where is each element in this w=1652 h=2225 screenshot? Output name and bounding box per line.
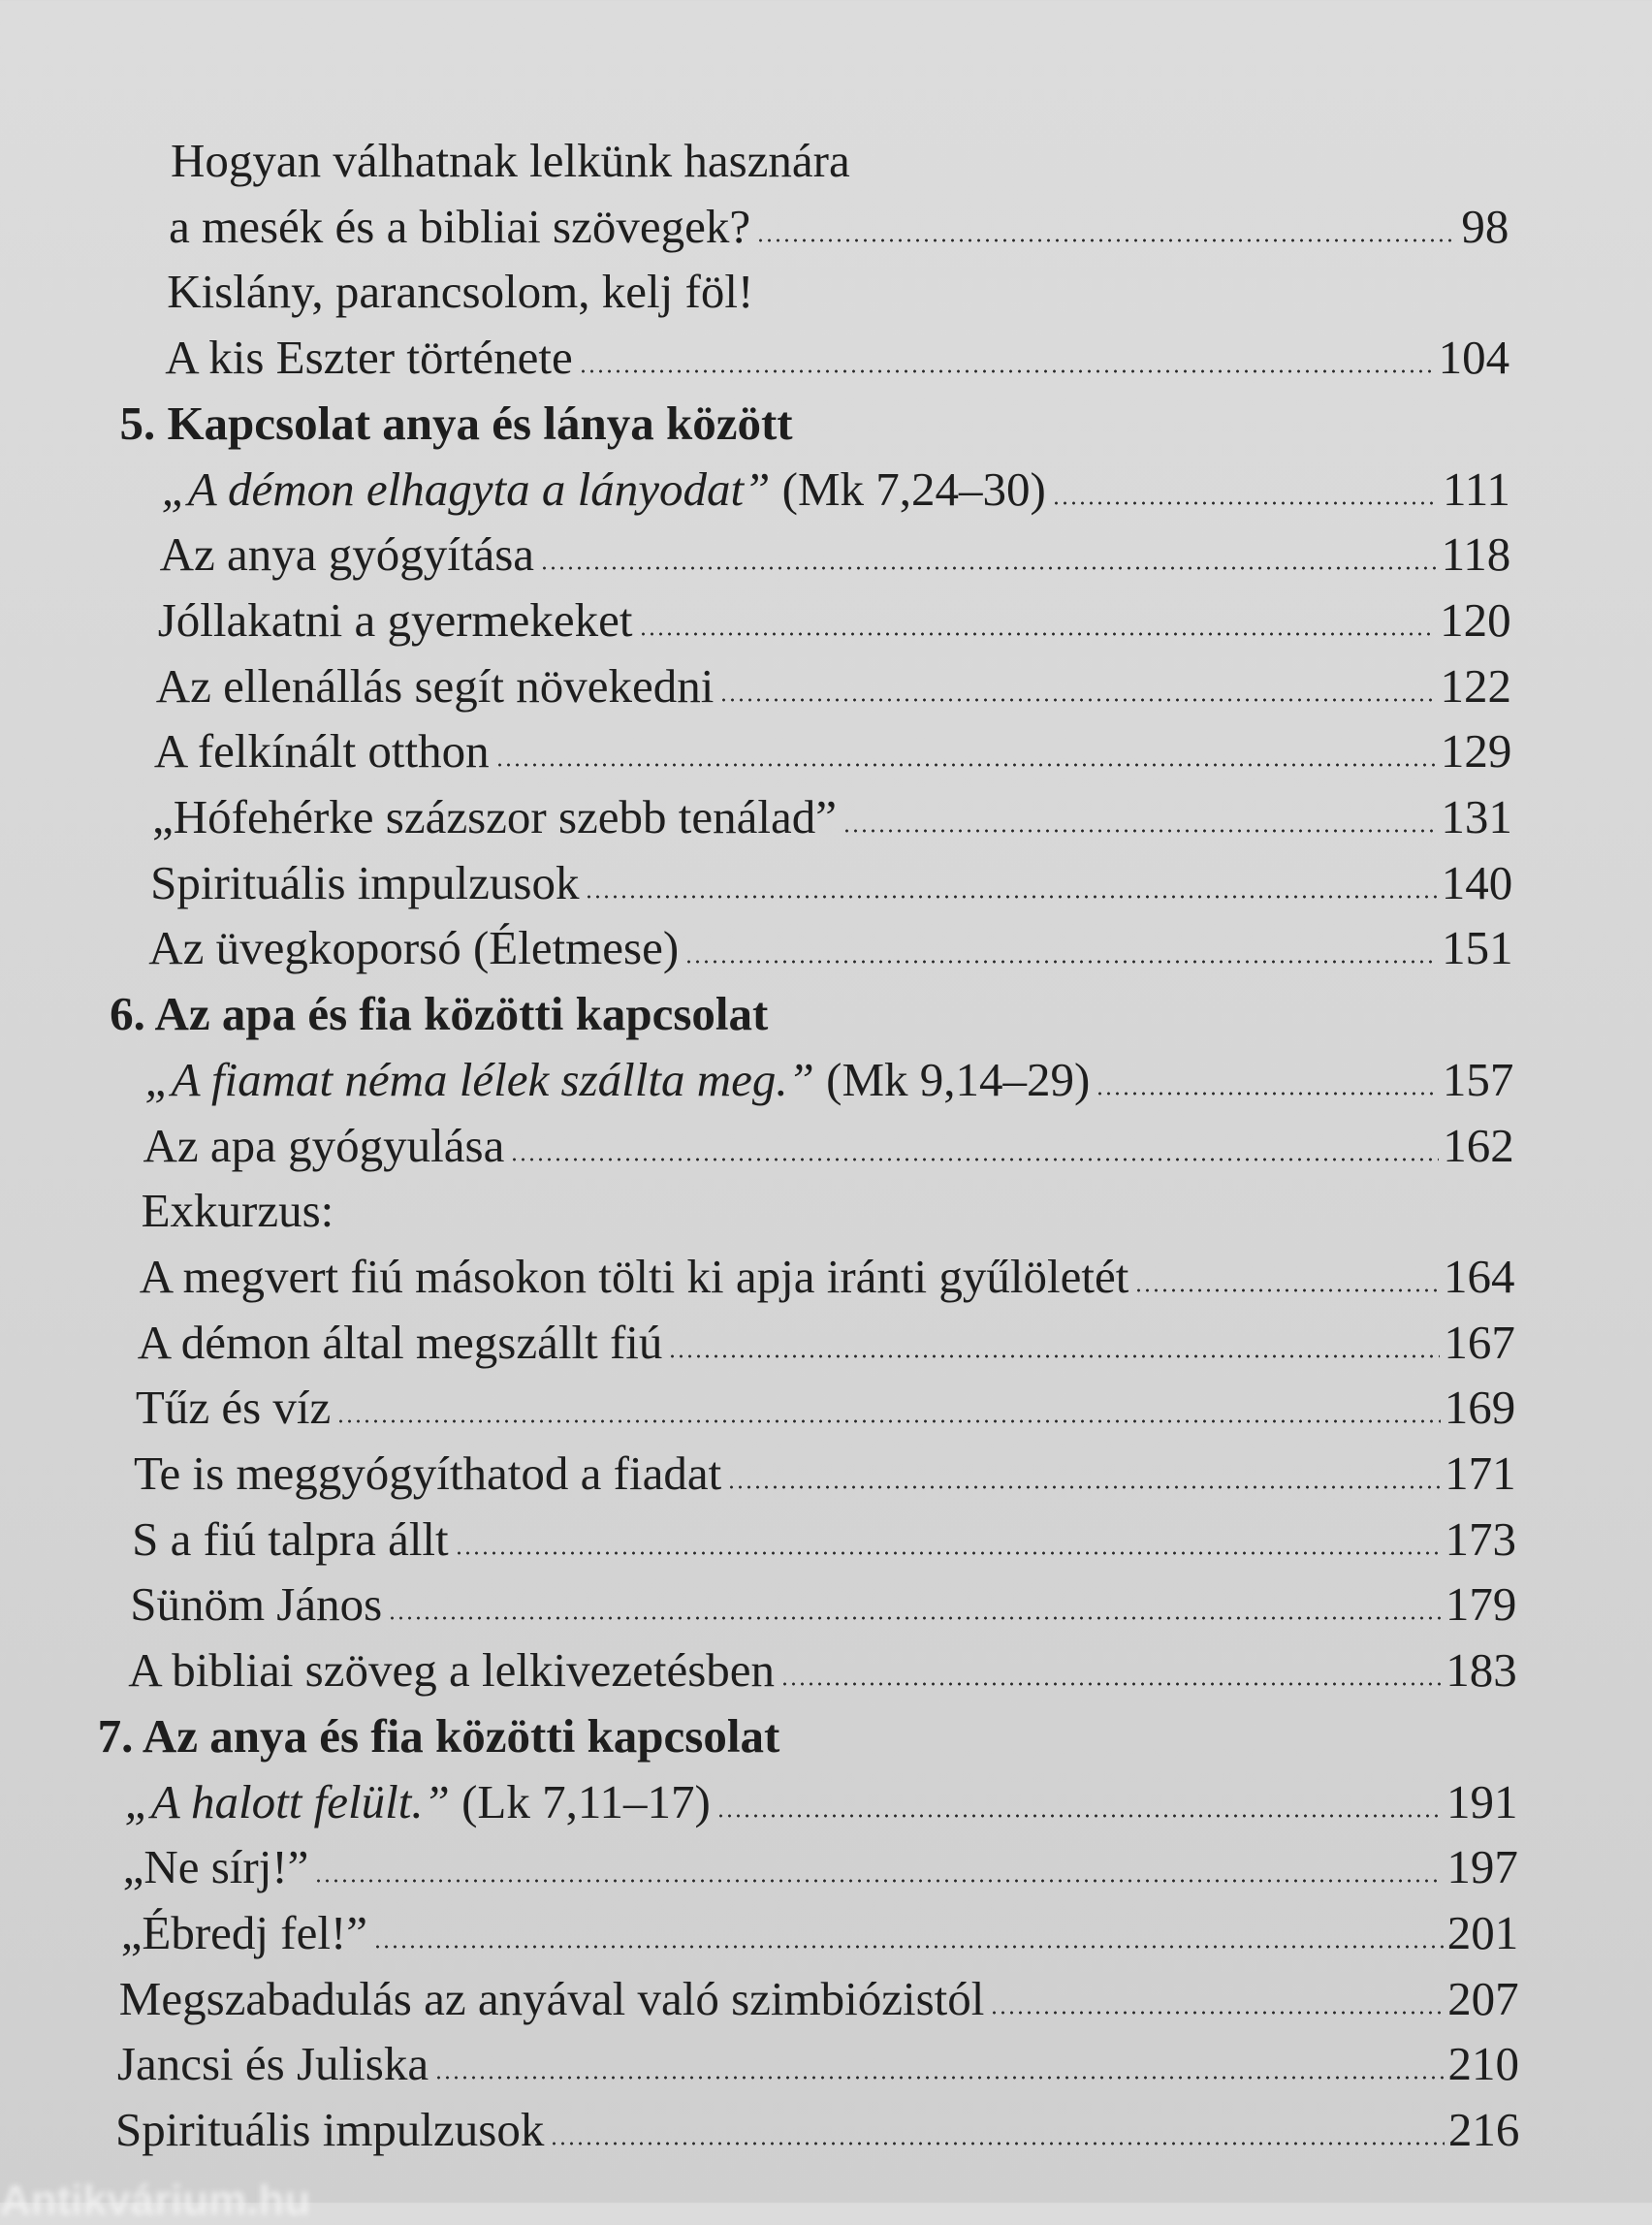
toc-entry: [119, 1966, 1519, 2032]
toc-entry: [134, 1441, 1516, 1507]
entry-title: Exkurzus:: [141, 1184, 334, 1238]
page-number: 120: [1440, 592, 1511, 647]
entry-title-italic: „A démon elhagyta a lányodat”: [161, 461, 771, 516]
entry-title: Az anya gyógyítása: [159, 527, 535, 582]
dot-leader: [684, 960, 1438, 964]
toc-entry: [130, 1572, 1516, 1637]
toc-entry: [160, 522, 1511, 588]
page-number: 201: [1446, 1905, 1519, 1959]
dot-leader: [780, 1682, 1442, 1686]
toc-entry: [132, 1507, 1516, 1573]
entry-title-reference: (Mk 7,24–30): [770, 461, 1046, 516]
entry-title: Kislány, parancsolom, kelj föl!: [167, 265, 754, 319]
toc-entry: [162, 457, 1510, 523]
toc-entry: [158, 588, 1511, 653]
page-number: 151: [1442, 921, 1513, 975]
toc-entry: [117, 2031, 1519, 2097]
toc-entry: [171, 128, 850, 194]
dot-leader: [1096, 1092, 1438, 1096]
entry-title: Tűz és víz: [135, 1381, 332, 1435]
dot-leader: [495, 763, 1437, 767]
dot-leader: [719, 698, 1436, 702]
entry-title: A megvert fiú másokon tölti ki apja iránti gyűlöletét: [139, 1249, 1129, 1303]
entry-title: a mesék és a bibliai szövegek?: [169, 199, 751, 253]
toc-entry: [125, 1769, 1518, 1835]
page-number: 197: [1446, 1840, 1518, 1894]
entry-title: A kis Eszter története: [165, 331, 573, 385]
toc-entry: [169, 194, 1509, 260]
entry-title: „Ébredj fel!”: [120, 1905, 368, 1959]
toc-entry: [167, 259, 753, 325]
entry-title: Sünöm János: [130, 1577, 383, 1632]
chapter-heading: [119, 391, 792, 457]
page-number: 98: [1461, 199, 1509, 253]
toc-entry: [150, 850, 1512, 916]
dot-leader: [373, 1945, 1444, 1949]
toc-entry: [128, 1637, 1516, 1703]
page-number: 118: [1441, 527, 1511, 582]
page-number: 207: [1447, 1971, 1519, 2025]
toc-entry: [144, 1047, 1513, 1113]
toc-entry: [123, 1834, 1518, 1900]
entry-title: A bibliai szöveg a lelkivezetésben: [128, 1643, 776, 1698]
dot-leader: [1134, 1288, 1440, 1292]
chapter-heading: [98, 1703, 780, 1769]
dot-leader: [1052, 501, 1439, 505]
entry-title: „Hófehérke százszor szebb tenálad”: [152, 790, 838, 843]
entry-title: Jancsi és Juliska: [116, 2037, 429, 2091]
entry-title: S a fiú talpra állt: [132, 1511, 449, 1566]
dot-leader: [550, 2142, 1445, 2146]
page-number: 162: [1443, 1118, 1514, 1172]
page-number: 216: [1447, 2103, 1520, 2156]
toc-entry: [138, 1310, 1515, 1376]
entry-title: 7. Az anya és fia közötti kapcsolat: [97, 1708, 780, 1763]
toc-entry: [156, 653, 1511, 719]
dot-leader: [716, 1814, 1443, 1818]
entry-title-reference: (Lk 7,11–17): [449, 1774, 711, 1828]
entry-title-reference: (Mk 9,14–29): [813, 1052, 1091, 1106]
page-number: 171: [1445, 1446, 1516, 1500]
toc-entry: [115, 2097, 1519, 2163]
dot-leader: [388, 1616, 1442, 1620]
page-number: 169: [1444, 1381, 1516, 1435]
dot-leader: [434, 2076, 1444, 2080]
entry-title: A démon által megszállt fiú: [137, 1315, 663, 1369]
dot-leader: [842, 829, 1437, 833]
page-number: 167: [1444, 1315, 1515, 1369]
toc-entry: [142, 1178, 334, 1244]
page-number: 140: [1441, 855, 1513, 909]
dot-leader: [336, 1419, 1440, 1423]
entry-title: [144, 1047, 1090, 1113]
page-number: 157: [1442, 1052, 1514, 1106]
page-number: 191: [1446, 1774, 1518, 1828]
entry-title: Jóllakatni a gyermekeket: [157, 592, 633, 647]
entry-title: Az ellenállás segít növekedni: [155, 658, 715, 713]
entry-title: Spirituális impulzusok: [150, 855, 580, 909]
toc-entry: [148, 915, 1512, 981]
dot-leader: [727, 1485, 1441, 1489]
dot-leader: [455, 1551, 1442, 1555]
page-number: 164: [1443, 1249, 1515, 1303]
dot-leader: [314, 1879, 1443, 1883]
dot-leader: [668, 1354, 1440, 1358]
entry-title: [162, 457, 1046, 523]
page-number: 104: [1438, 331, 1510, 385]
toc-entry: [154, 718, 1512, 784]
toc-entry: [152, 784, 1512, 850]
page-number: 179: [1445, 1577, 1517, 1632]
chapter-heading: [110, 981, 768, 1047]
dot-leader: [510, 1158, 1439, 1161]
toc-entry: [136, 1375, 1515, 1441]
page-number: 122: [1440, 658, 1512, 713]
entry-title: 5. Kapcsolat anya és lánya között: [119, 396, 793, 450]
dot-leader: [579, 369, 1435, 373]
toc-entry: [165, 325, 1509, 391]
entry-title: A felkínált otthon: [153, 724, 490, 779]
page-number: 210: [1447, 2037, 1520, 2091]
entry-title: Hogyan válhatnak lelkünk hasznára: [171, 134, 850, 187]
page-number: 183: [1446, 1643, 1517, 1698]
dot-leader: [756, 238, 1457, 242]
dot-leader: [540, 566, 1438, 570]
page-number: 111: [1443, 461, 1510, 516]
entry-title: Az apa gyógyulása: [143, 1118, 505, 1172]
dot-leader: [585, 895, 1437, 899]
toc-entry: [140, 1244, 1515, 1310]
entry-title: Spirituális impulzusok: [115, 2103, 545, 2156]
dot-leader: [639, 632, 1437, 636]
entry-title: 6. Az apa és fia közötti kapcsolat: [110, 987, 769, 1041]
toc-entry: [121, 1900, 1519, 1966]
page-number: 131: [1441, 790, 1512, 843]
entry-title: „Ne sírj!”: [122, 1840, 309, 1894]
entry-title: Megszabadulás az anyával való szimbiózistól: [118, 1971, 985, 2025]
toc-entry: [143, 1113, 1514, 1179]
dot-leader: [990, 2011, 1444, 2015]
entry-title-italic: „A halott felült.”: [124, 1774, 450, 1828]
page-number: 173: [1445, 1511, 1516, 1566]
entry-title: Te is meggyógyíthatod a fiadat: [134, 1446, 722, 1500]
entry-title: [125, 1769, 711, 1835]
entry-title-italic: „A fiamat néma lélek szállta meg.”: [144, 1052, 814, 1106]
page-number: 129: [1440, 724, 1512, 779]
watermark: Antikvárium.hu: [0, 2177, 311, 2224]
entry-title: Az üvegkoporsó (Életmese): [148, 921, 680, 975]
